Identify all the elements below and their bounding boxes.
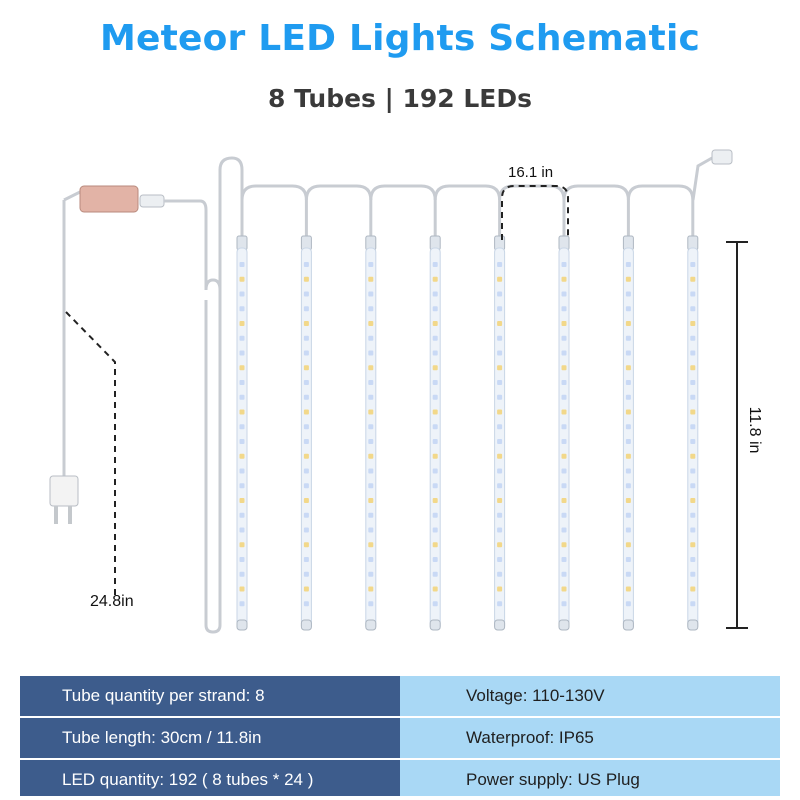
led-dot	[433, 439, 438, 444]
spec-cell: Waterproof: IP65	[400, 718, 780, 758]
led-dot	[304, 439, 309, 444]
led-dot	[626, 395, 631, 400]
led-dot	[690, 365, 695, 370]
cable-dimension-line	[66, 312, 115, 598]
led-dot	[304, 336, 309, 341]
led-dot	[368, 365, 373, 370]
led-dot	[690, 454, 695, 459]
led-dot	[240, 292, 245, 297]
led-dot	[368, 483, 373, 488]
led-dot	[497, 483, 502, 488]
tube-cap-bottom	[366, 620, 376, 630]
led-dot	[433, 469, 438, 474]
led-dot	[368, 395, 373, 400]
led-dot	[304, 395, 309, 400]
plug-body	[50, 476, 78, 506]
led-dot	[368, 351, 373, 356]
led-dot	[690, 439, 695, 444]
led-dot	[562, 277, 567, 282]
led-dot	[433, 601, 438, 606]
led-dot	[626, 292, 631, 297]
led-dot	[240, 365, 245, 370]
led-dot	[304, 483, 309, 488]
spacing-dimension	[502, 164, 568, 240]
led-dot	[497, 395, 502, 400]
led-dot	[368, 424, 373, 429]
led-dot	[368, 277, 373, 282]
led-dot	[497, 572, 502, 577]
led-dot	[562, 454, 567, 459]
tube-link-cable	[435, 186, 499, 200]
led-dot	[433, 277, 438, 282]
led-dot	[240, 542, 245, 547]
led-dot	[497, 513, 502, 518]
led-dot	[368, 321, 373, 326]
led-dot	[562, 262, 567, 267]
spec-cell: LED quantity: 192 ( 8 tubes * 24 )	[20, 760, 400, 800]
led-dot	[497, 424, 502, 429]
tube-cap-bottom	[237, 620, 247, 630]
led-dot	[304, 513, 309, 518]
tube-cap-bottom	[559, 620, 569, 630]
led-dot	[240, 528, 245, 533]
led-dot	[626, 262, 631, 267]
led-dot	[240, 572, 245, 577]
led-dot	[304, 601, 309, 606]
led-dot	[497, 336, 502, 341]
led-dot	[690, 469, 695, 474]
led-dot	[368, 572, 373, 577]
led-dot	[240, 483, 245, 488]
led-dot	[240, 469, 245, 474]
led-dot	[690, 306, 695, 311]
tube-cap-bottom	[301, 620, 311, 630]
led-dot	[626, 469, 631, 474]
led-dot	[433, 410, 438, 415]
led-dot	[562, 542, 567, 547]
led-dot	[240, 587, 245, 592]
led-dot	[690, 380, 695, 385]
led-dot	[304, 424, 309, 429]
tube-link-cable	[628, 186, 692, 200]
led-dot	[497, 380, 502, 385]
led-dot	[240, 424, 245, 429]
led-dot	[368, 513, 373, 518]
led-dot	[240, 557, 245, 562]
led-dot	[368, 601, 373, 606]
led-dot	[304, 321, 309, 326]
led-dot	[690, 424, 695, 429]
led-dot	[497, 277, 502, 282]
led-dot	[433, 572, 438, 577]
led-dot	[497, 410, 502, 415]
led-dot	[562, 336, 567, 341]
led-dot	[562, 498, 567, 503]
led-dot	[562, 572, 567, 577]
led-dot	[562, 306, 567, 311]
led-dot	[626, 410, 631, 415]
led-dot	[497, 306, 502, 311]
led-dot	[433, 498, 438, 503]
controller-cable-right	[164, 201, 206, 290]
led-dot	[433, 380, 438, 385]
led-dot	[626, 351, 631, 356]
led-dot	[433, 395, 438, 400]
led-dot	[304, 498, 309, 503]
led-dot	[626, 498, 631, 503]
led-dot	[433, 542, 438, 547]
spec-cell: Tube quantity per strand: 8	[20, 676, 400, 716]
led-dot	[690, 572, 695, 577]
led-dot	[240, 277, 245, 282]
led-dot	[497, 454, 502, 459]
led-dot	[433, 557, 438, 562]
led-dot	[690, 395, 695, 400]
led-dot	[690, 321, 695, 326]
led-dot	[626, 380, 631, 385]
led-dot	[497, 528, 502, 533]
led-dot	[562, 351, 567, 356]
led-dot	[626, 365, 631, 370]
cable-length-dimension	[66, 312, 134, 610]
led-dot	[433, 321, 438, 326]
end-connector-plug	[712, 150, 732, 164]
led-dot	[368, 542, 373, 547]
led-dot	[690, 351, 695, 356]
controller-connector	[140, 195, 164, 207]
led-dot	[626, 557, 631, 562]
led-dot	[562, 410, 567, 415]
led-dot	[240, 321, 245, 326]
spacing-label: 16.1 in	[508, 164, 554, 181]
led-dot	[562, 469, 567, 474]
led-dot	[368, 262, 373, 267]
led-dot	[690, 587, 695, 592]
led-dot	[626, 587, 631, 592]
cable-length-label: 24.8in	[90, 593, 134, 610]
led-dot	[690, 277, 695, 282]
led-dot	[626, 513, 631, 518]
led-dot	[368, 439, 373, 444]
led-dot	[562, 424, 567, 429]
led-dot	[433, 365, 438, 370]
led-dot	[626, 439, 631, 444]
led-dot	[304, 587, 309, 592]
led-dot	[304, 542, 309, 547]
page-subtitle: 8 Tubes | 192 LEDs	[267, 84, 532, 113]
led-dot	[368, 498, 373, 503]
led-dot	[304, 365, 309, 370]
led-dot	[433, 292, 438, 297]
spacing-dimension-line	[502, 186, 568, 240]
spec-cell: Power supply: US Plug	[400, 760, 780, 800]
spec-cell: Tube length: 30cm / 11.8in	[20, 718, 400, 758]
led-dot	[562, 483, 567, 488]
led-dot	[433, 424, 438, 429]
tube-cap-bottom	[623, 620, 633, 630]
tube-link-cable	[371, 186, 435, 200]
led-dot	[562, 601, 567, 606]
led-dot	[240, 439, 245, 444]
led-dot	[240, 454, 245, 459]
led-dot	[433, 336, 438, 341]
led-dot	[562, 557, 567, 562]
led-dot	[304, 277, 309, 282]
led-dot	[304, 351, 309, 356]
led-dot	[304, 306, 309, 311]
led-dot	[368, 557, 373, 562]
led-dot	[304, 292, 309, 297]
led-dot	[433, 513, 438, 518]
tube-cap-bottom	[688, 620, 698, 630]
led-dot	[626, 424, 631, 429]
led-dot	[368, 292, 373, 297]
led-dot	[433, 306, 438, 311]
led-dot	[497, 542, 502, 547]
led-dot	[240, 380, 245, 385]
led-dot	[562, 513, 567, 518]
led-dot	[433, 351, 438, 356]
led-dot	[304, 454, 309, 459]
led-dot	[497, 439, 502, 444]
led-dot	[690, 262, 695, 267]
led-dot	[497, 321, 502, 326]
led-dot	[690, 601, 695, 606]
tube-link-cable	[242, 186, 306, 200]
led-dot	[240, 601, 245, 606]
plug-prong-right	[68, 506, 72, 524]
led-dot	[240, 306, 245, 311]
led-dot	[304, 380, 309, 385]
led-dot	[626, 572, 631, 577]
led-dot	[497, 351, 502, 356]
led-dot	[497, 292, 502, 297]
led-dot	[433, 454, 438, 459]
led-dot	[240, 262, 245, 267]
tube-link-cable	[306, 186, 370, 200]
led-dot	[690, 292, 695, 297]
led-dot	[304, 410, 309, 415]
led-dot	[304, 572, 309, 577]
led-dot	[562, 365, 567, 370]
led-dot	[304, 557, 309, 562]
led-dot	[497, 498, 502, 503]
led-dot	[368, 528, 373, 533]
led-dot	[240, 336, 245, 341]
led-dot	[690, 557, 695, 562]
tube-length-dimension	[726, 242, 763, 628]
end-connector	[693, 150, 732, 200]
led-dot	[368, 306, 373, 311]
led-dot	[690, 513, 695, 518]
power-cord	[50, 158, 242, 632]
controller-cable-left	[64, 192, 80, 200]
spec-table	[20, 676, 780, 800]
led-dot	[497, 601, 502, 606]
tube-link-cable	[564, 186, 628, 200]
tube-length-label: 11.8 in	[746, 406, 763, 454]
page-title: Meteor LED Lights Schematic	[99, 18, 701, 59]
led-dot	[240, 410, 245, 415]
led-dot	[690, 336, 695, 341]
led-dot	[240, 395, 245, 400]
led-dot	[497, 262, 502, 267]
led-dot	[626, 321, 631, 326]
led-dot	[368, 336, 373, 341]
tube-cap-bottom	[430, 620, 440, 630]
led-dot	[690, 542, 695, 547]
tube-cap-bottom	[495, 620, 505, 630]
led-dot	[433, 483, 438, 488]
led-dot	[690, 410, 695, 415]
led-dot	[368, 469, 373, 474]
led-dot	[368, 380, 373, 385]
end-connector-cable	[693, 158, 712, 200]
led-dot	[626, 483, 631, 488]
led-dot	[497, 469, 502, 474]
led-dot	[690, 483, 695, 488]
led-dot	[626, 306, 631, 311]
led-dot	[368, 410, 373, 415]
led-dot	[497, 557, 502, 562]
led-dot	[304, 262, 309, 267]
spec-cell: Voltage: 110-130V	[400, 676, 780, 716]
bottom-strip	[0, 796, 800, 800]
led-dot	[304, 469, 309, 474]
led-dot	[497, 365, 502, 370]
tube-group	[237, 186, 698, 630]
led-dot	[690, 528, 695, 533]
led-dot	[626, 542, 631, 547]
plug-prong-left	[54, 506, 58, 524]
led-dot	[626, 336, 631, 341]
led-dot	[240, 513, 245, 518]
led-dot	[368, 587, 373, 592]
led-dot	[626, 277, 631, 282]
led-dot	[690, 498, 695, 503]
led-dot	[562, 380, 567, 385]
tube-link-cable	[500, 186, 564, 200]
led-dot	[562, 321, 567, 326]
led-dot	[368, 454, 373, 459]
led-dot	[433, 587, 438, 592]
led-dot	[497, 587, 502, 592]
led-dot	[562, 587, 567, 592]
led-dot	[626, 454, 631, 459]
led-dot	[626, 601, 631, 606]
led-dot	[240, 498, 245, 503]
led-dot	[562, 439, 567, 444]
folded-cable	[206, 280, 220, 632]
led-dot	[626, 528, 631, 533]
led-dot	[562, 292, 567, 297]
controller-box	[80, 186, 138, 212]
led-dot	[433, 528, 438, 533]
led-dot	[304, 528, 309, 533]
schematic-diagram	[0, 140, 800, 660]
led-dot	[240, 351, 245, 356]
led-dot	[433, 262, 438, 267]
led-dot	[562, 528, 567, 533]
led-dot	[562, 395, 567, 400]
